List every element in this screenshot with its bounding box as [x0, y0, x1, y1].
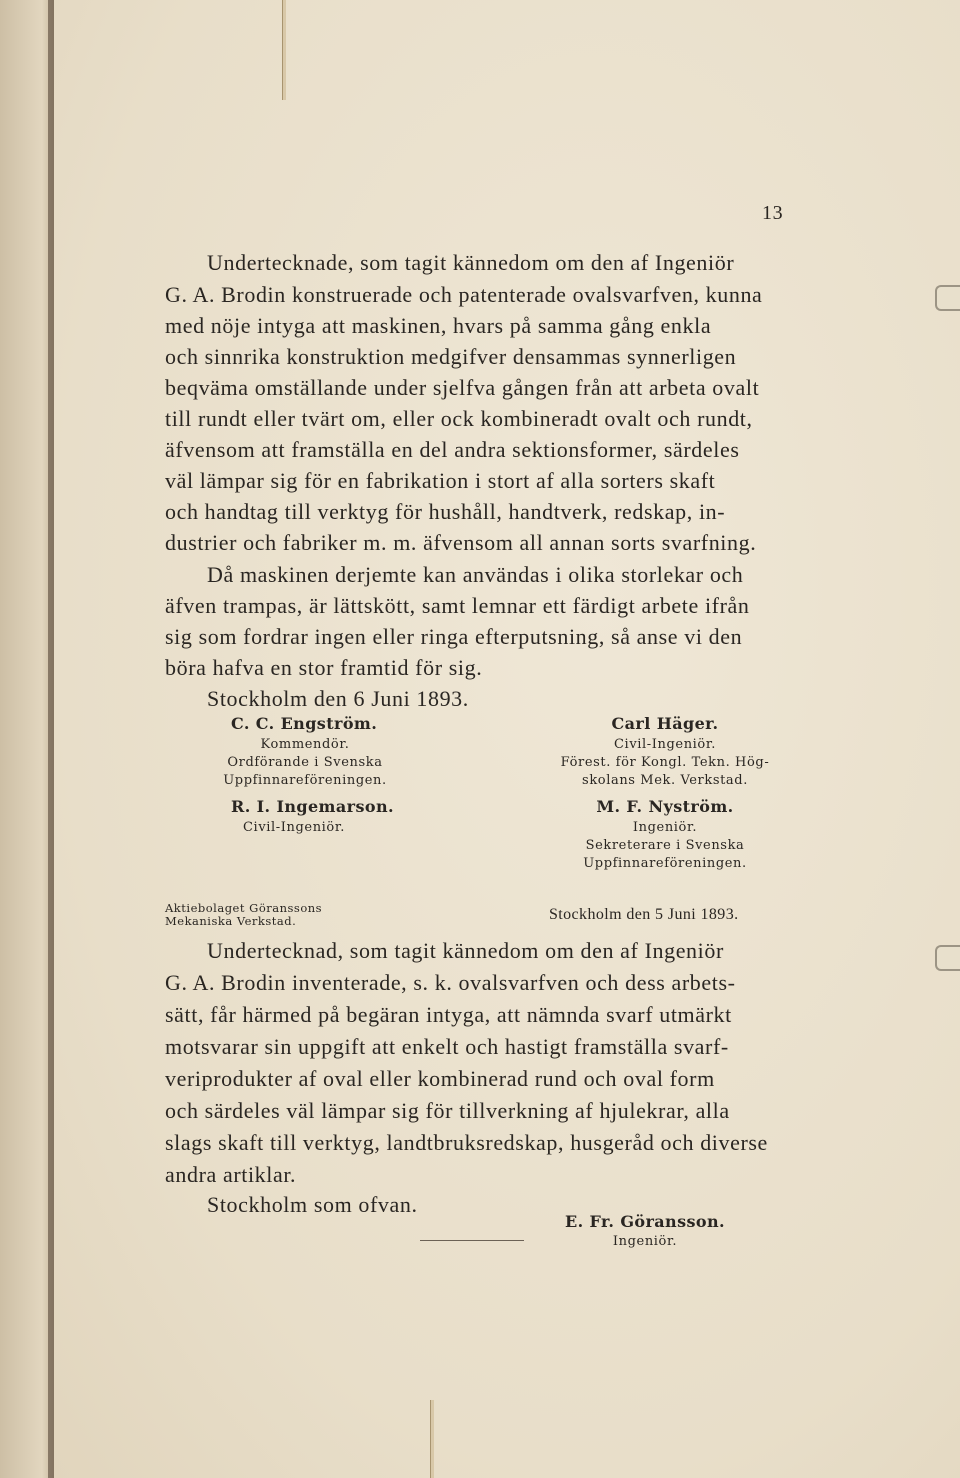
- cert1-line: sig som fordrar ingen eller ringa efterputsning, så anse vi den: [165, 624, 743, 649]
- cert1-line: väl lämpar sig för en fabrikation i stort af alla sorters skaft: [165, 468, 716, 493]
- cert2-line: och särdeles väl lämpar sig för tillverkning af hjulekrar, alla: [165, 1098, 730, 1123]
- issuer-letterhead-line2: Mekaniska Verkstad.: [165, 914, 297, 928]
- binding-thread-top: [282, 0, 286, 100]
- cert2-line: slags skaft till verktyg, landtbruksredskap, husgeråd och diverse: [165, 1130, 768, 1155]
- cert1-line: dustrier och fabriker m. m. äfvensom all annan sorts svarfning.: [165, 530, 757, 555]
- signature-name-engstrom: C. C. Engström.: [231, 714, 378, 733]
- cert1-line: och sinnrika konstruktion medgifver densammas synnerligen: [165, 344, 737, 369]
- signature-title: Ingeniör.: [612, 1234, 678, 1249]
- binding-thread-bottom: [430, 1400, 434, 1478]
- cert1-line: äfvensom att framställa en del andra sektionsformer, särdeles: [165, 437, 740, 462]
- page-number: 13: [762, 202, 784, 224]
- signature-title: Civil-Ingeniör.: [614, 737, 716, 752]
- book-gutter: [48, 0, 54, 1478]
- signature-name-goransson: E. Fr. Göransson.: [565, 1212, 725, 1231]
- cert1-line: äfven trampas, är lättskött, samt lemnar ett färdigt arbete ifrån: [165, 593, 750, 618]
- binding-clip-bottom: [935, 945, 960, 971]
- signature-title: Förest. för Kongl. Tekn. Hög-: [560, 755, 770, 770]
- cert2-line: G. A. Brodin inventerade, s. k. ovalsvarfven och dess arbets-: [165, 970, 736, 995]
- signature-title: skolans Mek. Verkstad.: [582, 773, 748, 788]
- cert2-line: motsvarar sin uppgift att enkelt och hastigt framställa svarf-: [165, 1034, 729, 1059]
- closing-rule: [420, 1240, 524, 1241]
- signature-title: Sekreterare i Svenska: [585, 838, 745, 853]
- cert1-line: och handtag till verktyg för hushåll, handtverk, redskap, in-: [165, 499, 726, 524]
- cert2-line: andra artiklar.: [165, 1162, 297, 1187]
- cert2-date: Stockholm den 5 Juni 1893.: [549, 906, 739, 923]
- cert1-line: Då maskinen derjemte kan användas i olika storlekar och: [207, 562, 744, 587]
- cert2-place: Stockholm som ofvan.: [207, 1192, 418, 1217]
- signature-title: Ingeniör.: [632, 820, 698, 835]
- binding-clip-top: [935, 285, 960, 311]
- cert1-line: G. A. Brodin konstruerade och patenterade ovalsvarfven, kunna: [165, 282, 763, 307]
- cert1-line: böra hafva en stor framtid för sig.: [165, 655, 483, 680]
- signature-title: Civil-Ingeniör.: [243, 820, 345, 835]
- signature-name-hager: Carl Häger.: [611, 714, 719, 733]
- signature-name-nystrom: M. F. Nyström.: [596, 797, 734, 816]
- issuer-letterhead-line1: Aktiebolaget Göranssons: [165, 901, 323, 915]
- document-page: [54, 0, 960, 1478]
- cert1-place-date: Stockholm den 6 Juni 1893.: [207, 686, 469, 711]
- cert2-line: Undertecknad, som tagit kännedom om den af Ingeniör: [207, 938, 724, 963]
- signature-title: Uppfinnareföreningen.: [223, 773, 387, 788]
- cert1-line: beqväma omställande under sjelfva gången från att arbeta ovalt: [165, 375, 760, 400]
- cert1-line: Undertecknade, som tagit kännedom om den af Ingeniör: [207, 250, 735, 275]
- signature-title: Ordförande i Svenska: [227, 755, 383, 770]
- cert2-line: veriprodukter af oval eller kombinerad rund och oval form: [165, 1066, 715, 1091]
- cert2-line: sätt, får härmed på begäran intyga, att nämnda svarf utmärkt: [165, 1002, 732, 1027]
- cert1-line: till rundt eller tvärt om, eller ock kombineradt ovalt och rundt,: [165, 406, 753, 431]
- signature-title: Uppfinnareföreningen.: [583, 856, 747, 871]
- cert1-line: med nöje intyga att maskinen, hvars på samma gång enkla: [165, 313, 712, 338]
- signature-title: Kommendör.: [260, 737, 350, 752]
- signature-name-ingemarson: R. I. Ingemarson.: [231, 797, 394, 816]
